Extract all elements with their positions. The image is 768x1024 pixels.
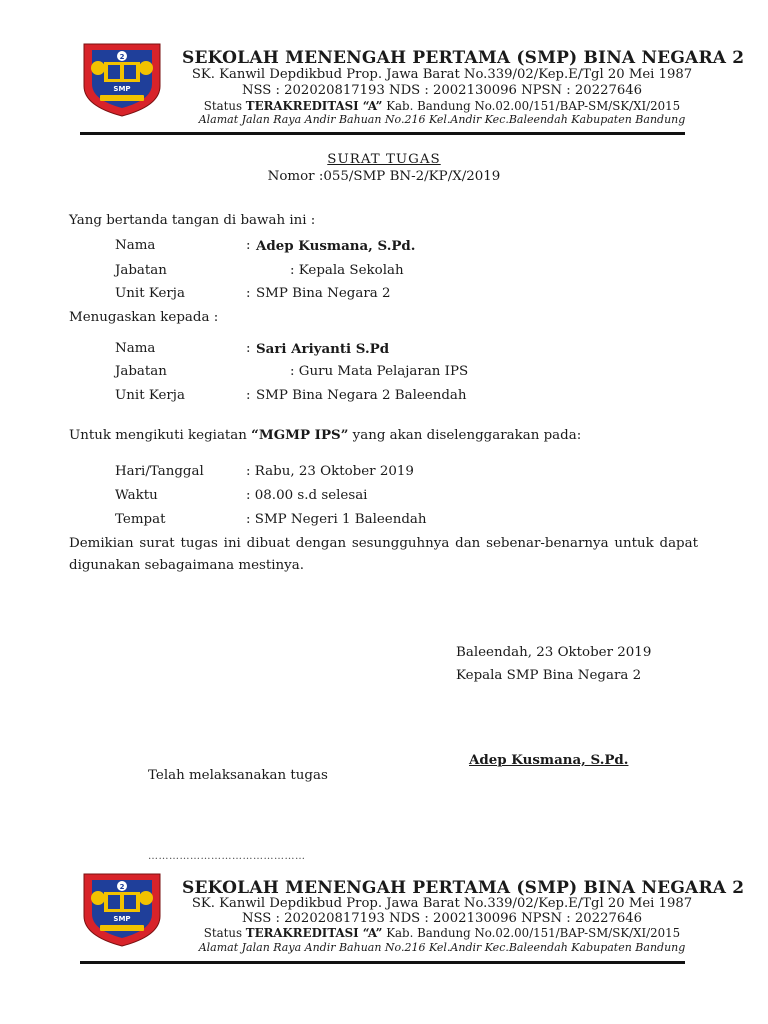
school-address-footer: Alamat Jalan Raya Andir Bahuan No.216 Kel.Andir Kec.Baleendah Kabupaten Bandung: [198, 941, 686, 954]
assignee-name-label: Nama: [115, 341, 156, 356]
svg-text:2: 2: [119, 883, 125, 891]
issuer-unit-colon: :: [246, 286, 251, 301]
letter-title: SURAT TUGAS: [327, 152, 441, 167]
letter-number: Nomor :055/SMP BN-2/KP/X/2019: [267, 169, 501, 184]
school-logo-footer: [80, 870, 164, 948]
time-value: : 08.00 s.d selesai: [246, 488, 368, 503]
school-address: Alamat Jalan Raya Andir Bahuan No.216 Kel.Andir Kec.Baleendah Kabupaten Bandung: [198, 113, 686, 126]
svg-text:SMP: SMP: [113, 85, 131, 93]
assignee-name-colon: :: [246, 341, 251, 356]
time-label: Waktu: [115, 488, 158, 503]
assignee-position-label: Jabatan: [115, 364, 167, 379]
executed-note: Telah melaksanakan tugas: [148, 768, 328, 783]
issuer-name-value: Adep Kusmana, S.Pd.: [256, 238, 416, 254]
sk-line-footer: SK. Kanwil Depdikbud Prop. Jawa Barat No.339/02/Kep.E/Tgl 20 Mei 1987: [191, 896, 693, 911]
closing-paragraph: Demikian surat tugas ini dibuat dengan sesungguhnya dan sebenar-benarnya untuk dapat digunakan sebagaimana mestinya.: [69, 536, 698, 573]
letterhead-divider: [80, 132, 685, 135]
issuer-name-colon: :: [246, 238, 251, 253]
activity-sentence: Untuk mengikuti kegiatan “MGMP IPS” yang akan diselenggarakan pada:: [69, 427, 582, 443]
school-logo: [80, 40, 164, 118]
nss-line-footer: NSS : 202020817193 NDS : 2002130096 NPSN : 20227646: [241, 911, 643, 926]
issuer-name-label: Nama: [115, 238, 156, 253]
assignee-unit-value: SMP Bina Negara 2 Baleendah: [256, 388, 467, 403]
svg-text:SMP: SMP: [113, 915, 131, 923]
issuer-position-label: Jabatan: [115, 263, 167, 278]
place-value: : SMP Negeri 1 Baleendah: [246, 512, 427, 527]
assignee-unit-label: Unit Kerja: [115, 388, 185, 403]
assignee-name-value: Sari Ariyanti S.Pd: [256, 341, 390, 357]
sk-line: SK. Kanwil Depdikbud Prop. Jawa Barat No.339/02/Kep.E/Tgl 20 Mei 1987: [191, 67, 693, 82]
assignee-position-value: : Guru Mata Pelajaran IPS: [290, 364, 469, 379]
school-name: SEKOLAH MENENGAH PERTAMA (SMP) BINA NEGARA 2: [182, 48, 745, 68]
letterhead-divider-footer: [80, 961, 685, 964]
nss-line: NSS : 202020817193 NDS : 2002130096 NPSN : 20227646: [241, 83, 643, 98]
issuer-unit-label: Unit Kerja: [115, 286, 185, 301]
signer-name: Adep Kusmana, S.Pd.: [469, 752, 629, 768]
accreditation-status-footer: Status TERAKREDITASI “A” Kab. Bandung No.02.00/151/BAP-SM/SK/XI/2015: [203, 926, 681, 940]
date-value: : Rabu, 23 Oktober 2019: [246, 464, 414, 479]
place-label: Tempat: [115, 512, 166, 527]
signature-line: ………………………………………: [148, 851, 306, 862]
place-date: Baleendah, 23 Oktober 2019: [456, 645, 652, 660]
intro-text: Yang bertanda tangan di bawah ini :: [69, 213, 316, 228]
signer-title: Kepala SMP Bina Negara 2: [456, 668, 642, 683]
issuer-unit-value: SMP Bina Negara 2: [256, 286, 391, 301]
date-label: Hari/Tanggal: [115, 464, 204, 479]
assignee-unit-colon: :: [246, 388, 251, 403]
accreditation-status: Status TERAKREDITASI “A” Kab. Bandung No.02.00/151/BAP-SM/SK/XI/2015: [203, 99, 681, 113]
issuer-position-value: : Kepala Sekolah: [290, 263, 404, 278]
svg-text:2: 2: [119, 53, 125, 61]
assign-intro: Menugaskan kepada :: [69, 310, 219, 325]
school-name-footer: SEKOLAH MENENGAH PERTAMA (SMP) BINA NEGARA 2: [182, 878, 745, 898]
